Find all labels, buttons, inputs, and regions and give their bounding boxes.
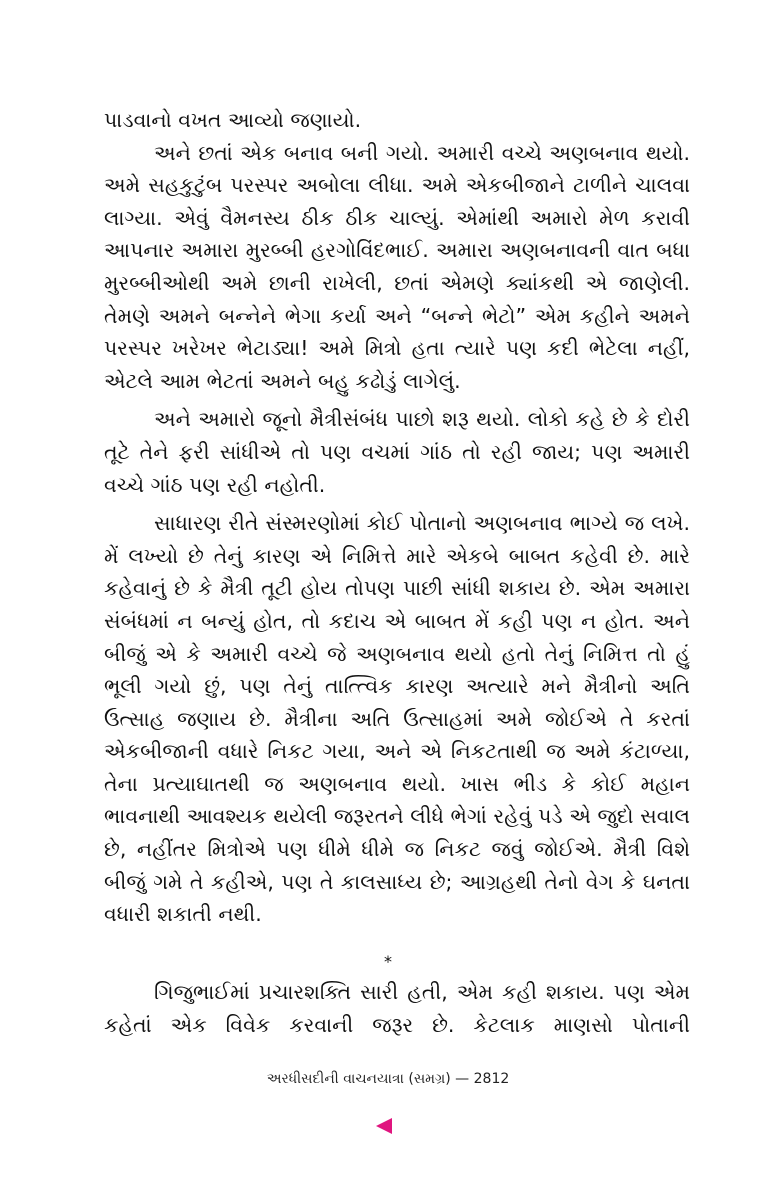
section-separator: * xyxy=(384,952,392,971)
paragraph: અને છતાં એક બનાવ બની ગયો. અમારી વચ્ચે અણબનાવ થયો. અમે સહકુટુંબ પરસ્પર અબોલા લીધા. અમે એકબીજાને ટાળીને ચાલવા લાગ્યા. એવું વૈમનસ્ય ઠીક ઠીક ચાલ્યું. એમાંથી અમારો મેળ કરાવી આપનાર અમારા મુરબ્બી હરગોવિંદભાઈ. અમારા અણબનાવની વાત બધા મુરબ્બીઓથી અમે છાની રાખેલી, છતાં એમણે ક્યાંકથી એ જાણેલી. તેમણે અમને બન્નેને ભેગા કર્યા અને “બન્ને ભેટો” એમ કહીને અમને પરસ્પર ખરેખર ભેટાડ્યા! અમે મિત્રો હતા ત્યારે પણ કદી ભેટેલા નહીં, એટલે આમ ભેટતાં અમને બહુ કઢોડું લાગેલું. xyxy=(104,140,690,393)
page-footer: અરધીસદીની વાચનયાત્રા (સમગ્ર) — 2812 xyxy=(266,1071,510,1087)
paragraph: સાધારણ રીતે સંસ્મરણોમાં કોઈ પોતાનો અણબનાવ ભાગ્યે જ લખે. મેં લખ્યો છે તેનું કારણ એ નિમિત્તે મારે એકબે બાબત કહેવી છે. મારે કહેવાનું છે કે મૈત્રી તૂટી હોય તોપણ પાછી સાંધી શકાય છે. એમ અમારા સંબંધમાં ન બન્યું હોત, તો કદાચ એ બાબત મેં કહી પણ ન હોત. અને બીજું એ કે અમારી વચ્ચે જે અણબનાવ થયો હતો તેનું નિમિત્ત તો હું ભૂલી ગયો છું, પણ તેનું તાત્ત્વિક કારણ અત્યારે મને મૈત્રીનો અતિ ઉત્સાહ જણાય છે. મૈત્રીના અતિ ઉત્સાહમાં અમે જોઈએ તે કરતાં એકબીજાની વધારે નિકટ ગયા, અને એ નિકટતાથી જ અમે કંટાળ્યા, તેના પ્રત્યાઘાતથી જ અણબનાવ થયો. ખાસ ભીડ કે કોઈ મહાન ભાવનાથી આવશ્યક થયેલી જરૂરતને લીધે ભેગાં રહેવું પડે એ જુદો સવાલ છે, નહીંતર મિત્રોએ પણ ધીમે ધીમે જ નિકટ જવું જોઈએ. મૈત્રી વિશે બીજું ગમે તે કહીએ, પણ તે કાલસાધ્ય છે; આગ્રહથી તેનો વેગ કે ઘનતા વધારી શકાતી નથી. xyxy=(104,511,690,927)
paragraph: અને અમારો જૂનો મૈત્રીસંબંધ પાછો શરૂ થયો. લોકો કહે છે કે દોરી તૂટે તેને ફરી સાંધીએ તો પણ વચમાં ગાંઠ તો રહી જાય; પણ અમારી વચ્ચે ગાંઠ પણ રહી નહોતી. xyxy=(104,407,690,497)
previous-page-arrow-icon[interactable] xyxy=(376,1118,392,1134)
body-text xyxy=(104,104,690,931)
paragraph: ગિજુભાઈમાં પ્રચારશક્તિ સારી હતી, એમ કહી શકાય. પણ એમ કહેતાં એક વિવેક કરવાની જરૂર છે. કેટલાક માણસો પોતાની xyxy=(104,980,690,1037)
paragraph-continuation: પાડવાનો વખત આવ્યો જણાયો. xyxy=(104,108,362,132)
